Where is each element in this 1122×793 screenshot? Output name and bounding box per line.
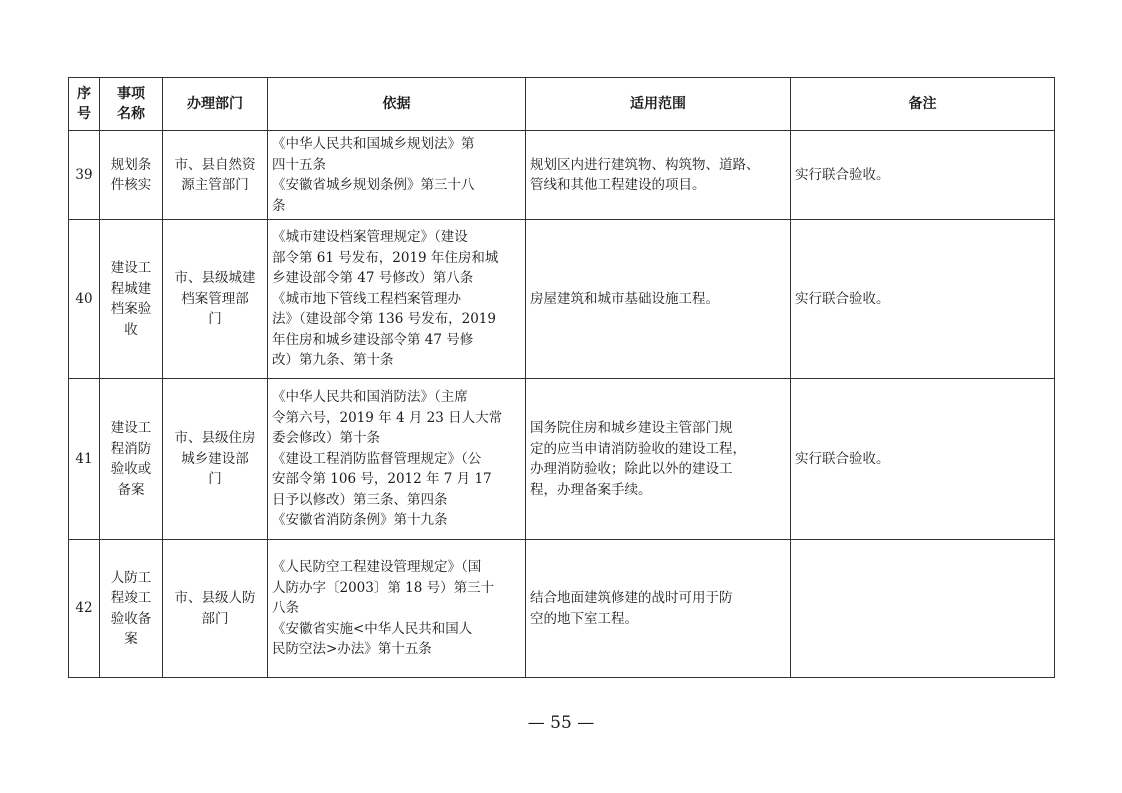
header-item-name: 事项 名称 bbox=[100, 78, 163, 131]
header-department: 办理部门 bbox=[163, 78, 268, 131]
row-department: 市、县自然资 源主管部门 bbox=[163, 131, 268, 220]
row-item-name: 规划条 件核实 bbox=[100, 131, 163, 220]
row-scope: 房屋建筑和城市基础设施工程。 bbox=[526, 220, 791, 379]
row-note: 实行联合验收。 bbox=[791, 220, 1055, 379]
row-item-name: 建设工 程城建 档案验 收 bbox=[100, 220, 163, 379]
approval-items-table bbox=[68, 77, 1055, 678]
row-serial-number: 41 bbox=[69, 379, 100, 540]
header-basis: 依据 bbox=[268, 78, 526, 131]
row-note: 实行联合验收。 bbox=[791, 131, 1055, 220]
table-row bbox=[69, 540, 1055, 678]
row-basis: 《城市建设档案管理规定》（建设 部令第 61 号发布，2019 年住房和城 乡建设部令第 47 号修改）第八条 《城市地下管线工程档案管理办 法》（建设部令第 136 号发布，2019 年住房和城乡建设部令第 47 号修 改）第九条、第十条 bbox=[268, 220, 526, 379]
row-serial-number: 39 bbox=[69, 131, 100, 220]
row-note bbox=[791, 540, 1055, 678]
row-department: 市、县级人防 部门 bbox=[163, 540, 268, 678]
header-note: 备注 bbox=[791, 78, 1055, 131]
row-basis: 《中华人民共和国消防法》（主席 令第六号，2019 年 4 月 23 日人大常 委会修改）第十条 《建设工程消防监督管理规定》（公 安部令第 106 号，2012 年 7 月 17 日予以修改）第三条、第四条 《安徽省消防条例》第十九条 bbox=[268, 379, 526, 540]
row-scope: 国务院住房和城乡建设主管部门规 定的应当申请消防验收的建设工程， 办理消防验收；除此以外的建设工 程，办理备案手续。 bbox=[526, 379, 791, 540]
row-basis: 《中华人民共和国城乡规划法》第 四十五条 《安徽省城乡规划条例》第三十八 条 bbox=[268, 131, 526, 220]
table-row bbox=[69, 131, 1055, 220]
row-scope: 结合地面建筑修建的战时可用于防 空的地下室工程。 bbox=[526, 540, 791, 678]
row-basis: 《人民防空工程建设管理规定》（国 人防办字〔2003〕第 18 号）第三十 八条 《安徽省实施<中华人民共和国人 民防空法>办法》第十五条 bbox=[268, 540, 526, 678]
table-header-row bbox=[69, 78, 1055, 131]
header-scope: 适用范围 bbox=[526, 78, 791, 131]
row-item-name: 建设工 程消防 验收或 备案 bbox=[100, 379, 163, 540]
row-note: 实行联合验收。 bbox=[791, 379, 1055, 540]
page-number: — 55 — bbox=[527, 713, 595, 733]
row-scope: 规划区内进行建筑物、构筑物、道路、 管线和其他工程建设的项目。 bbox=[526, 131, 791, 220]
row-item-name: 人防工 程竣工 验收备 案 bbox=[100, 540, 163, 678]
row-department: 市、县级城建 档案管理部 门 bbox=[163, 220, 268, 379]
header-serial-number: 序 号 bbox=[69, 78, 100, 131]
table-row bbox=[69, 220, 1055, 379]
row-serial-number: 42 bbox=[69, 540, 100, 678]
row-department: 市、县级住房 城乡建设部 门 bbox=[163, 379, 268, 540]
row-serial-number: 40 bbox=[69, 220, 100, 379]
table-row bbox=[69, 379, 1055, 540]
